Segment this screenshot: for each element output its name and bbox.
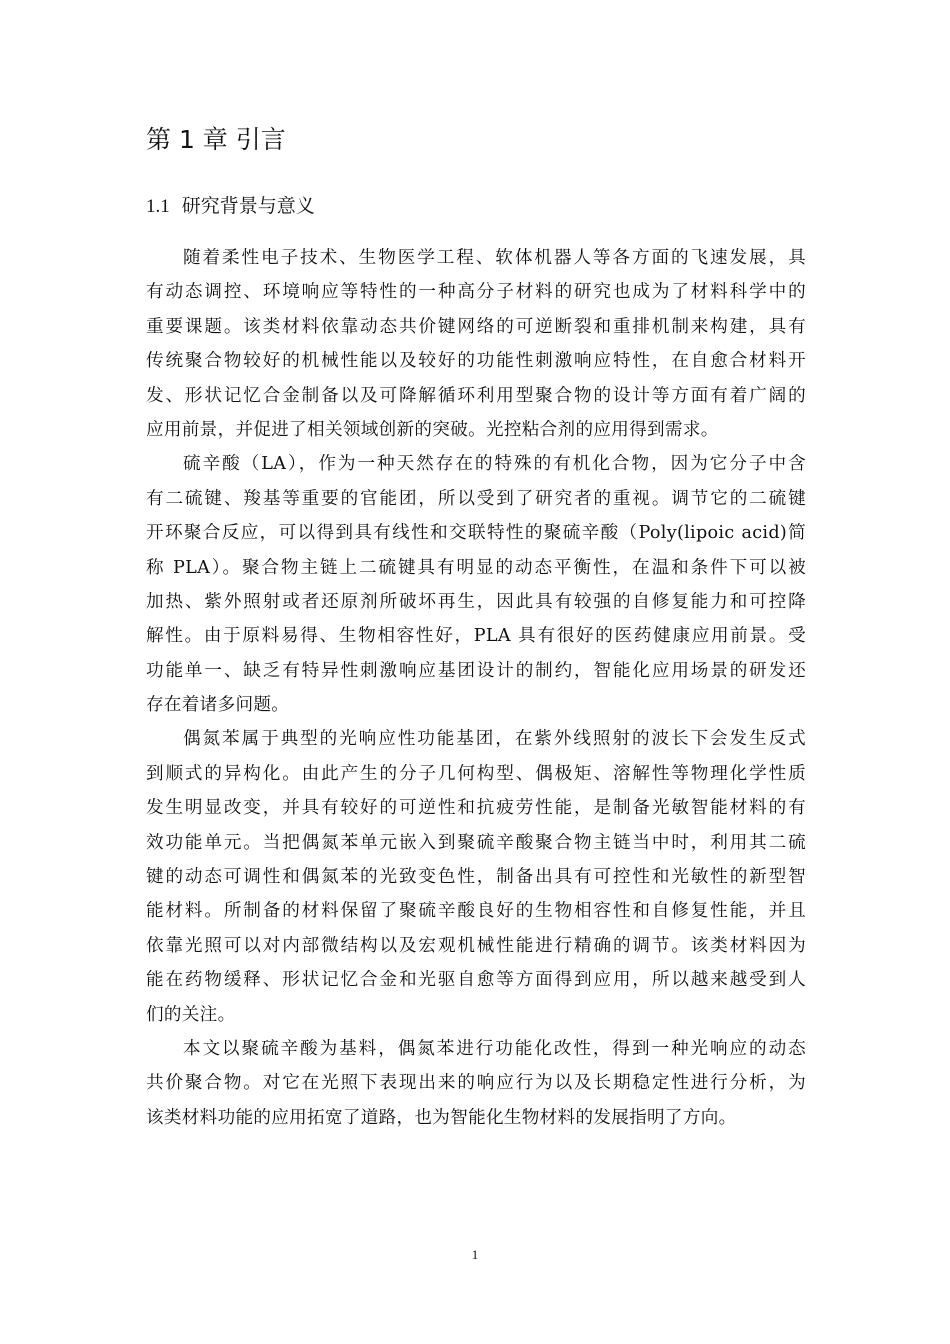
text-line: 硫辛酸（LA），作为一种天然存在的特殊的有机化合物，因为它分子中含	[183, 454, 806, 475]
chapter-title: 第 1 章 引言	[146, 125, 286, 154]
text-line: 有动态调控、环境响应等特性的一种高分子材料的研究也成为了材料科学中的	[146, 282, 806, 303]
section-title: 研究背景与意义	[181, 195, 315, 217]
text-line: 共价聚合物。对它在光照下表现出来的响应行为以及长期稳定性进行分析，为	[146, 1073, 806, 1094]
text-line: 称 PLA）。聚合物主链上二硫键具有明显的动态平衡性，在温和条件下可以被	[146, 557, 806, 578]
text-line: 效功能单元。当把偶氮苯单元嵌入到聚硫辛酸聚合物主链当中时，利用其二硫	[146, 832, 806, 853]
text-line: 该类材料功能的应用拓宽了道路，也为智能化生物材料的发展指明了方向。	[146, 1107, 737, 1128]
text-line: 加热、紫外照射或者还原剂所破坏再生，因此具有较强的自修复能力和可控降	[146, 591, 806, 612]
text-line: 随着柔性电子技术、生物医学工程、软体机器人等各方面的飞速发展，具	[183, 248, 806, 268]
text-line: 发生明显改变，并具有较好的可逆性和抗疲劳性能，是制备光敏智能材料的有	[146, 798, 806, 819]
text-line: 开环聚合反应，可以得到具有线性和交联特性的聚硫辛酸（Poly(lipoic acid)简	[146, 523, 806, 544]
text-line: 解性。由于原料易得、生物相容性好，PLA 具有很好的医药健康应用前景。受	[146, 626, 806, 647]
paragraph-2	[146, 447, 806, 722]
text-line: 们的关注。	[146, 1004, 236, 1025]
page-number: 1	[471, 1247, 479, 1262]
text-line: 发、形状记忆合金制备以及可降解循环利用型聚合物的设计等方面有着广阔的	[146, 385, 806, 406]
paragraph-3	[146, 722, 806, 1032]
paragraph-4	[146, 1032, 806, 1135]
text-line: 到顺式的异构化。由此产生的分子几何构型、偶极矩、溶解性等物理化学性质	[146, 763, 806, 784]
text-line: 有二硫键、羧基等重要的官能团，所以受到了研究者的重视。调节它的二硫键	[146, 488, 806, 509]
text-line: 能材料。所制备的材料保留了聚硫辛酸良好的生物相容性和自修复性能，并且	[146, 901, 806, 922]
body-text	[146, 241, 806, 1135]
section-heading	[146, 191, 315, 222]
text-line: 存在着诸多问题。	[146, 695, 290, 716]
paragraph-1	[146, 241, 806, 447]
text-line: 应用前景，并促进了相关领域创新的突破。光控粘合剂的应用得到需求。	[146, 419, 719, 440]
text-line: 能在药物缓释、形状记忆合金和光驱自愈等方面得到应用，所以越来越受到人	[146, 970, 806, 991]
text-line: 依靠光照可以对内部微结构以及宏观机械性能进行精确的调节。该类材料因为	[146, 935, 806, 956]
text-line: 功能单一、缺乏有特异性刺激响应基团设计的制约，智能化应用场景的研发还	[146, 660, 806, 681]
text-line: 键的动态可调性和偶氮苯的光致变色性，制备出具有可控性和光敏性的新型智	[146, 867, 806, 888]
text-line: 偶氮苯属于典型的光响应性功能基团，在紫外线照射的波长下会发生反式	[183, 729, 806, 750]
text-line: 本文以聚硫辛酸为基料，偶氮苯进行功能化改性，得到一种光响应的动态	[183, 1038, 806, 1059]
section-number: 1.1	[146, 196, 170, 217]
text-line: 传统聚合物较好的机械性能以及较好的功能性刺激响应特性，在自愈合材料开	[146, 351, 806, 372]
text-line: 重要课题。该类材料依靠动态共价键网络的可逆断裂和重排机制来构建，具有	[146, 316, 806, 337]
